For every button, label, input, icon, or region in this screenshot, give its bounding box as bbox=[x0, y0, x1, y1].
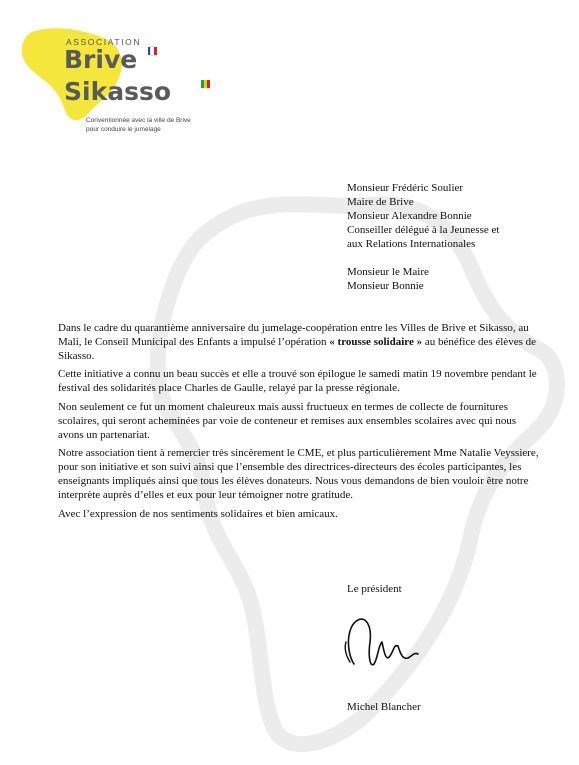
operation-name: « trousse solidaire » bbox=[329, 335, 423, 348]
association-logo bbox=[14, 24, 244, 144]
address-line: Monsieur Alexandre Bonnie bbox=[347, 210, 472, 222]
recipient-address bbox=[347, 181, 572, 251]
logo-association-text: ASSOCIATION bbox=[66, 37, 142, 47]
address-line: Maire de Brive bbox=[347, 196, 414, 208]
salutation-line: Monsieur Bonnie bbox=[347, 280, 424, 292]
salutation-line: Monsieur le Maire bbox=[347, 266, 429, 278]
logo-sikasso-text: Sikasso bbox=[64, 77, 172, 106]
logo-brive-text: Brive bbox=[64, 45, 138, 74]
signer-name: Michel Blancher bbox=[347, 701, 421, 713]
paragraph: Notre association tient à remercier très sincèrement le CME, et plus particulièrement Mme Natalie Veyssiere, pour son initiative et son suivi ainsi que l’ensemble des directrices-directeurs des écoles participantes, les enseignants impliqués ainsi que tous les élèves donateurs. Nous vous demandons de bien vouloir être notre interprète auprès d’elles et eux pour leur témoigner notre gratitude. bbox=[58, 447, 539, 501]
french-flag-icon bbox=[148, 47, 157, 55]
paragraph: Non seulement ce fut un moment chaleureux mais aussi fructueux en termes de collecte de fournitures scolaires, qui seront acheminées par voie de conteneur et remises aux ensembles scolaires avec qui nous avons un partenariat. bbox=[58, 400, 517, 441]
address-line: Conseiller délégué à la Jeunesse et bbox=[347, 224, 500, 236]
malian-flag-icon bbox=[201, 80, 210, 88]
letter-body bbox=[58, 322, 542, 526]
paragraph: Avec l’expression de nos sentiments solidaires et bien amicaux. bbox=[58, 507, 338, 520]
address-line: Monsieur Frédéric Soulier bbox=[347, 182, 464, 194]
salutation bbox=[347, 265, 429, 293]
paragraph: Dans le cadre du quarantième anniversaire du jumelage-coopération entre les Villes de Brive et Sikasso, au Mali, le Conseil Municipal des Enfants a impulsé l’opération « trousse solidaire » au bénéfice des élèves de Sikasso. bbox=[58, 322, 536, 362]
signoff: Le président bbox=[347, 583, 402, 595]
paragraph: Cette initiative a connu un beau succès et elle a trouvé son épilogue le samedi matin 19 novembre pendant le festival des solidarités place Charles de Gaulle, relayé par la presse régionale. bbox=[58, 368, 537, 395]
address-line: aux Relations Internationales bbox=[347, 238, 476, 250]
handwritten-signature bbox=[340, 612, 420, 672]
logo-tagline: Conventionnée avec la ville de Brive pour conduire le jumelage bbox=[86, 117, 191, 133]
